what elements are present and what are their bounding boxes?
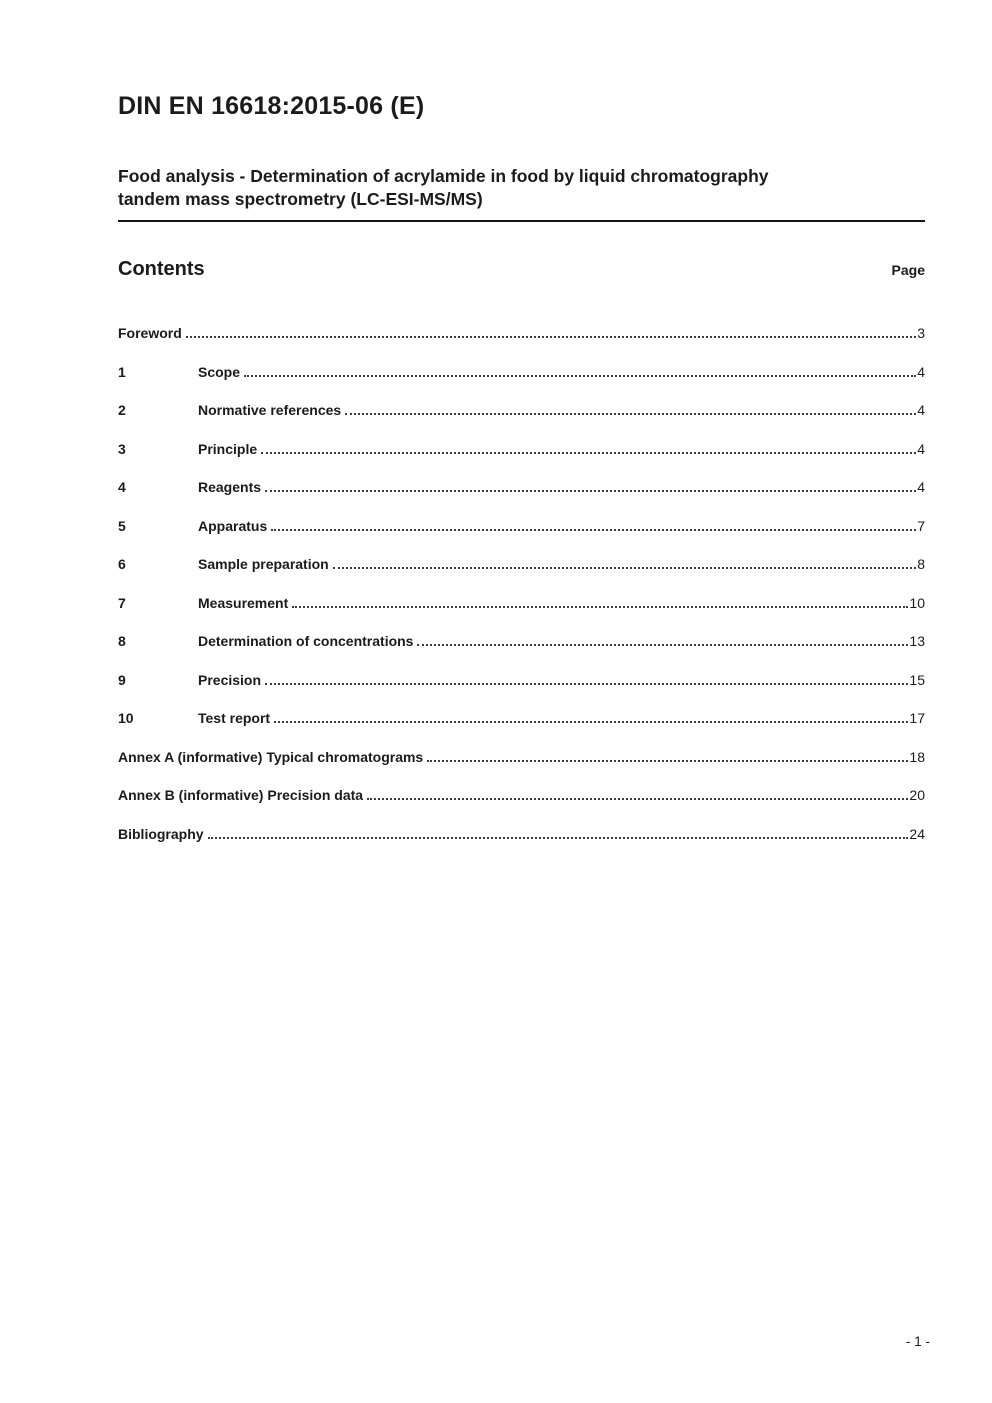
toc-entry (118, 749, 925, 765)
toc-entry (118, 325, 925, 341)
toc-entry (118, 672, 925, 688)
toc-entry (118, 710, 925, 726)
toc-entry-number: 1 (118, 363, 126, 380)
toc-entry-label: Test report (198, 710, 271, 727)
toc-dot-leader (265, 490, 916, 492)
doc-title (118, 165, 925, 211)
toc-entry-number: 10 (118, 710, 134, 727)
footer-page-number: - 1 - (905, 1334, 930, 1349)
toc-dot-leader (367, 798, 908, 800)
toc-entry-number: 5 (118, 517, 126, 534)
toc-dot-leader (292, 606, 908, 608)
doc-title-line2: tandem mass spectrometry (LC-ESI-MS/MS) (118, 189, 483, 210)
toc-entry-page: 4 (917, 440, 925, 457)
toc-entry-label: Bibliography (118, 825, 204, 842)
page-column-label: Page (891, 262, 925, 279)
toc-entry-label: Reagents (198, 479, 262, 496)
toc-entry-page: 4 (917, 363, 925, 380)
toc-entry-label: Scope (198, 363, 241, 380)
toc-dot-leader (427, 760, 908, 762)
toc-entry-label: Annex B (informative) Precision data (118, 787, 364, 804)
toc-entry-page: 15 (909, 671, 925, 688)
toc-entry-number: 6 (118, 556, 126, 573)
toc-entry-page: 18 (909, 748, 925, 765)
toc-entry-label: Measurement (198, 594, 289, 611)
toc-entry (118, 826, 925, 842)
toc-entry-number: 2 (118, 402, 126, 419)
toc-entry-page: 13 (909, 633, 925, 650)
toc-dot-leader (417, 644, 908, 646)
toc-entry-label: Precision (198, 671, 262, 688)
toc-dot-leader (345, 413, 916, 415)
toc-entry (118, 633, 925, 649)
toc-entry-page: 24 (909, 825, 925, 842)
toc-entry-number: 9 (118, 671, 126, 688)
toc-entry-page: 3 (917, 325, 925, 342)
toc-entry-page: 8 (917, 556, 925, 573)
toc-dot-leader (271, 529, 916, 531)
toc-dot-leader (186, 336, 916, 338)
toc-entry-page: 17 (909, 710, 925, 727)
toc-dot-leader (261, 452, 916, 454)
toc-entry-label: Apparatus (198, 517, 268, 534)
contents-heading: Contents (118, 258, 205, 281)
toc-entry (118, 364, 925, 380)
toc-entry-page: 7 (917, 517, 925, 534)
toc-entry (118, 441, 925, 457)
toc-entry (118, 479, 925, 495)
doc-title-line1: Food analysis - Determination of acrylamide in food by liquid chromatography (118, 166, 769, 186)
toc-dot-leader (244, 375, 916, 377)
toc-entry-page: 4 (917, 402, 925, 419)
toc-entry-label: Determination of concentrations (198, 633, 414, 650)
toc-entry (118, 787, 925, 803)
title-rule (118, 220, 925, 222)
toc-entry-label: Normative references (198, 402, 342, 419)
toc-entry-label: Sample preparation (198, 556, 329, 573)
toc-entry-number: 7 (118, 594, 126, 611)
toc-entry-number: 4 (118, 479, 126, 496)
contents-header (118, 258, 925, 281)
toc-entry-label: Annex A (informative) Typical chromatograms (118, 748, 424, 765)
toc-dot-leader (274, 721, 908, 723)
toc-dot-leader (333, 567, 917, 569)
document-page (118, 0, 925, 864)
toc-entry-label: Foreword (118, 325, 182, 342)
toc-entry-page: 20 (909, 787, 925, 804)
toc-entry-label: Principle (198, 440, 258, 457)
toc-entry (118, 518, 925, 534)
toc-entry-number: 3 (118, 440, 126, 457)
toc-entry (118, 402, 925, 418)
toc-entry (118, 595, 925, 611)
toc-entry-number: 8 (118, 633, 126, 650)
toc-entry (118, 556, 925, 572)
toc-entry-page: 10 (909, 594, 925, 611)
toc-list (118, 325, 925, 842)
doc-number: DIN EN 16618:2015-06 (E) (118, 92, 425, 120)
toc-entry-page: 4 (917, 479, 925, 496)
toc-dot-leader (265, 683, 908, 685)
toc-dot-leader (208, 837, 909, 839)
